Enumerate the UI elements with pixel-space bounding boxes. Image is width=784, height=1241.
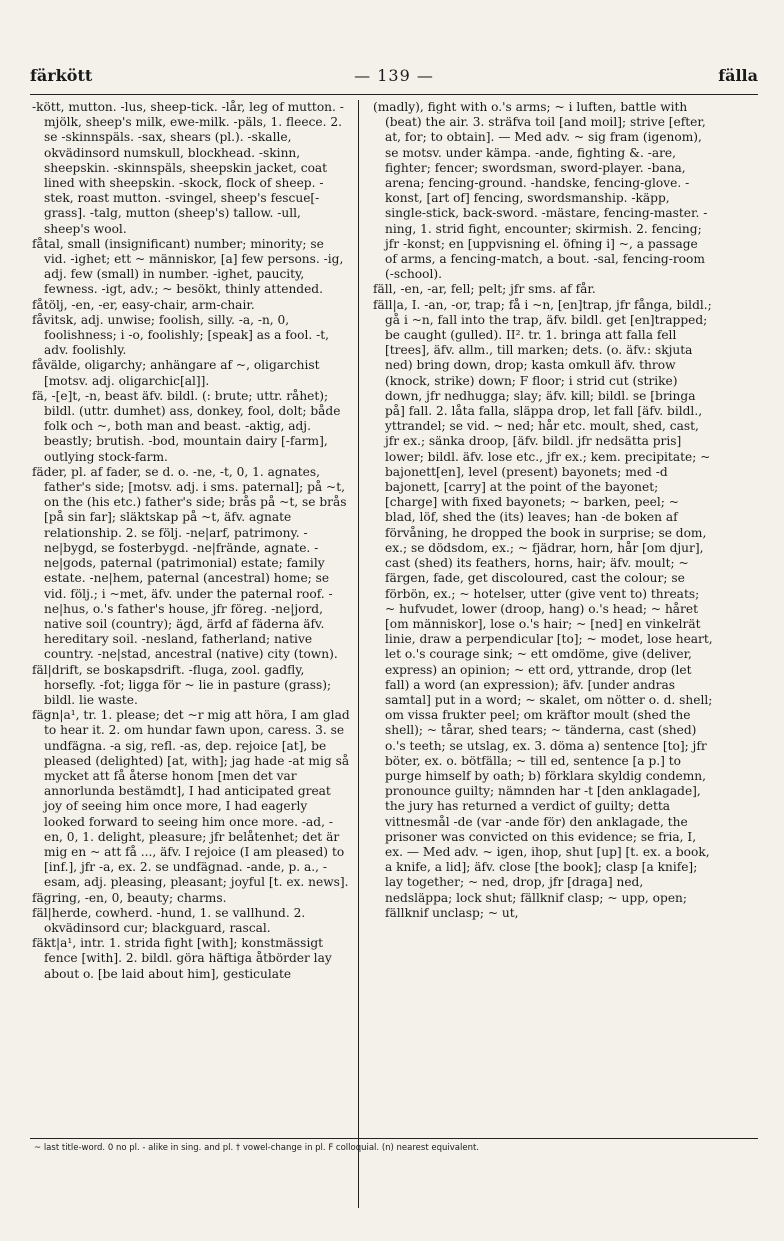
header-last-word: fälla xyxy=(718,66,758,85)
header-rule xyxy=(30,94,758,95)
entry: fäder, pl. af fader, se d. o. -ne, -t, 0, 1. agnates, father's side; [motsv. adj. i sms. paternal]; på ~t, on the (his etc.) father's side; brås på ~t, se brås [på sin far]; släktskap på ~t, äfv. agnate relationship. 2. se följ. -ne|arf, patrimony. -ne|bygd, se fosterbygd. -ne|frände, agnate. -ne|gods, paternal (patrimonial) estate; family estate. -ne|hem, paternal (ancestral) home; se vid. följ.; i ~met, äfv. under the paternal roof. -ne|hus, o.'s father's house, jfr föreg. -ne|jord, native soil (country); ägd, ärfd af fäderna äfv. hereditary soil. -nesland, fatherland; native country. -ne|stad, ancestral (native) city (town). xyxy=(32,464,347,662)
header-first-word: färkött xyxy=(30,66,93,85)
entry: fåvitsk, adj. unwise; foolish, silly. -a, -n, 0, foolishness; i -o, foolishly; [speak] as a fool. -t, adv. foolishly. xyxy=(32,312,330,358)
left-column xyxy=(32,100,350,982)
entry: fä, -[e]t, -n, beast äfv. bildl. (: brute; uttr. råhet); bildl. (uttr. dumhet) ass, donkey, fool, dolt; både folk och ~, both man and beast. -aktig, adj. beastly; brutish. -bod, mountain dairy [-farm], outlying stock-farm. xyxy=(32,388,341,464)
entry: fäll, -en, -ar, fell; pelt; jfr sms. af får. xyxy=(373,282,596,297)
footer-rule xyxy=(30,1138,758,1139)
entry: fäll|a, I. -an, -or, trap; få i ~n, [en]trap, jfr fånga, bildl.; gå i ~n, fall into the trap, äfv. bildl. get [en]trapped; be caught (gulled). II². tr. 1. bringa att falla fell [trees], äfv. allm., till marken; dets. (o. äfv.: skjuta ned) bring down, drop; kasta omkull äfv. throw (knock, strike) down; F floor; i strid cut (strike) down, jfr nedhugga; slay; äfv. kill; bildl. se [bringa på] fall. 2. låta falla, släppa drop, let fall [äfv. bildl., yttrandel; se vid. ~ ned; hår etc. moult, shed, cast, jfr ex.; sänka droop, [äfv. bildl. jfr nedsätta pris] lower; bildl. äfv. lose etc., jfr ex.; kem. precipitate; ~ bajonett[en], level (present) bayonets; med -d bajonett, [carry] at the point of the bayonet; [charge] with fixed bayonets; ~ barken, peel; ~ blad, löf, shed the (its) leaves; han -de boken af förvåning, he dropped the book in surprise; se dom, ex.; se dödsdom, ex.; ~ fjädrar, horn, hår [om djur], cast (shed) its feathers, horns, hair; äfv. moult; ~ färgen, fade, get discoloured, cast the colour; se förbön, ex.; ~ hotelser, utter (give vent to) threats; ~ hufvudet, lower (droop, hang) o.'s head; ~ håret [om människor], lose o.'s hair; ~ [ned] en vinkelrät linie, draw a perpendicular [to]; ~ modet, lose heart, let o.'s courage sink; ~ ett omdöme, give (deliver, express) an opinion; ~ ett ord, yttrande, drop (let fall) a word (an expression); äfv. [under andras samtal] put in a word; ~ skalet, om nötter o. d. shell; om vissa frukter peel; om kräftor moult (shed the shell); ~ tårar, shed tears; ~ tänderna, cast (shed) o.'s teeth; se utslag, ex. 3. döma a) sentence [to]; jfr böter, ex. o. bötfälla; ~ till ed, sentence [a p.] to purge himself by oath; b) förklara skyldig condemn, pronounce guilty; nämnden har -t [den anklagade], the jury has returned a verdict of guilty; detta vittnesmål -de (var -ande för) den anklagade, the prisoner was convicted on this evidence; se fria, I, ex. — Med adv. ~ igen, ihop, shut [up] [t. ex. a book, a knife, a lid]; äfv. close [the book]; clasp [a knife]; lay together; ~ ned, drop, jfr [draga] ned, nedsläppa; lock shut; fällknif clasp; ~ upp, open; fällknif unclasp; ~ ut, xyxy=(373,297,713,920)
entry: fägring, -en, 0, beauty; charms. xyxy=(32,890,227,905)
abbreviation-key: ~ last title-word. 0 no pl. - alike in sing. and pl. † vowel-change in pl. F colloquial. (n) nearest equivalent. xyxy=(34,1143,480,1153)
entry: fåvälde, oligarchy; anhängare af ~, oligarchist [motsv. adj. oligarchic[al]]. xyxy=(32,358,320,388)
column-divider xyxy=(358,100,359,1208)
page-number: — 139 — xyxy=(354,66,434,85)
entry: -kött, mutton. -lus, sheep-tick. -lår, leg of mutton. -mjölk, sheep's milk, ewe-milk. -päls, 1. fleece. 2. se -skinnspäls. -sax, shears (pl.). -skalle, okvädinsord numskull, blockhead. -skinn, sheepskin. -skinnspäls, sheepskin jacket, coat lined with sheepskin. -skock, flock of sheep. -stek, roast mutton. -svingel, sheep's fescue[-grass]. -talg, mutton (sheep's) tallow. -ull, sheep's wool. xyxy=(32,100,344,236)
entry: fäl|drift, se boskapsdrift. -fluga, zool. gadfly, horsefly. -fot; ligga för ~ lie in pasture (grass); bildl. lie waste. xyxy=(32,662,332,707)
entry: (madly), fight with o.'s arms; ~ i luften, battle with (beat) the air. 3. sträfva toil [and moil]; strive [efter, at, for; to obtain]. — Med adv. ~ sig fram (igenom), se motsv. under kämpa. -ande, fighting &. -are, fighter; fencer; swordsman, sword-player. -bana, arena; fencing-ground. -handske, fencing-glove. -konst, [art of] fencing, swordsmanship. -käpp, single-stick, back-sword. -mästare, fencing-master. -ning, 1. strid fight, encounter; skirmish. 2. fencing; jfr -konst; en [uppvisning el. öfning i] ~, a passage of arms, a fencing-match, a bout. -sal, fencing-room (-school). xyxy=(373,100,708,282)
entry: fåtölj, -en, -er, easy-chair, arm-chair. xyxy=(32,297,255,312)
entry: fägn|a¹, tr. 1. please; det ~r mig att höra, I am glad to hear it. 2. om hundar fawn upon, caress. 3. se undfägna. -a sig, refl. -as, dep. rejoice [at], be pleased (delighted) [at, with]; jag hade -at mig så mycket att få återse honom [men det var annorlunda bestämdt], I had anticipated great joy of seeing him once more, I had eagerly looked forward to seeing him once more. -ad, -en, 0, 1. delight, pleasure; jfr belåtenhet; det är mig en ~ att få ..., äfv. I rejoice (I am pleased) to [inf.], jfr -a, ex. 2. se undfägnad. -ande, p. a., -esam, adj. pleasing, pleasant; joyful [t. ex. news]. xyxy=(32,708,350,890)
entry: fåtal, small (insignificant) number; minority; se vid. -ighet; ett ~ människor, [a] few persons. -ig, adj. few (small) in number. -ighet, paucity, fewness. -igt, adv.; ~ besökt, thinly attended. xyxy=(32,236,344,297)
right-column xyxy=(373,100,713,921)
page-header xyxy=(30,66,758,90)
entry: fäkt|a¹, intr. 1. strida fight [with]; konstmässigt fence [with]. 2. bildl. göra häftiga åtbörder lay about o. [be laid about him], gesticulate xyxy=(32,936,332,981)
entry: fäl|herde, cowherd. -hund, 1. se vallhund. 2. okvädinsord cur; blackguard, rascal. xyxy=(32,905,306,935)
